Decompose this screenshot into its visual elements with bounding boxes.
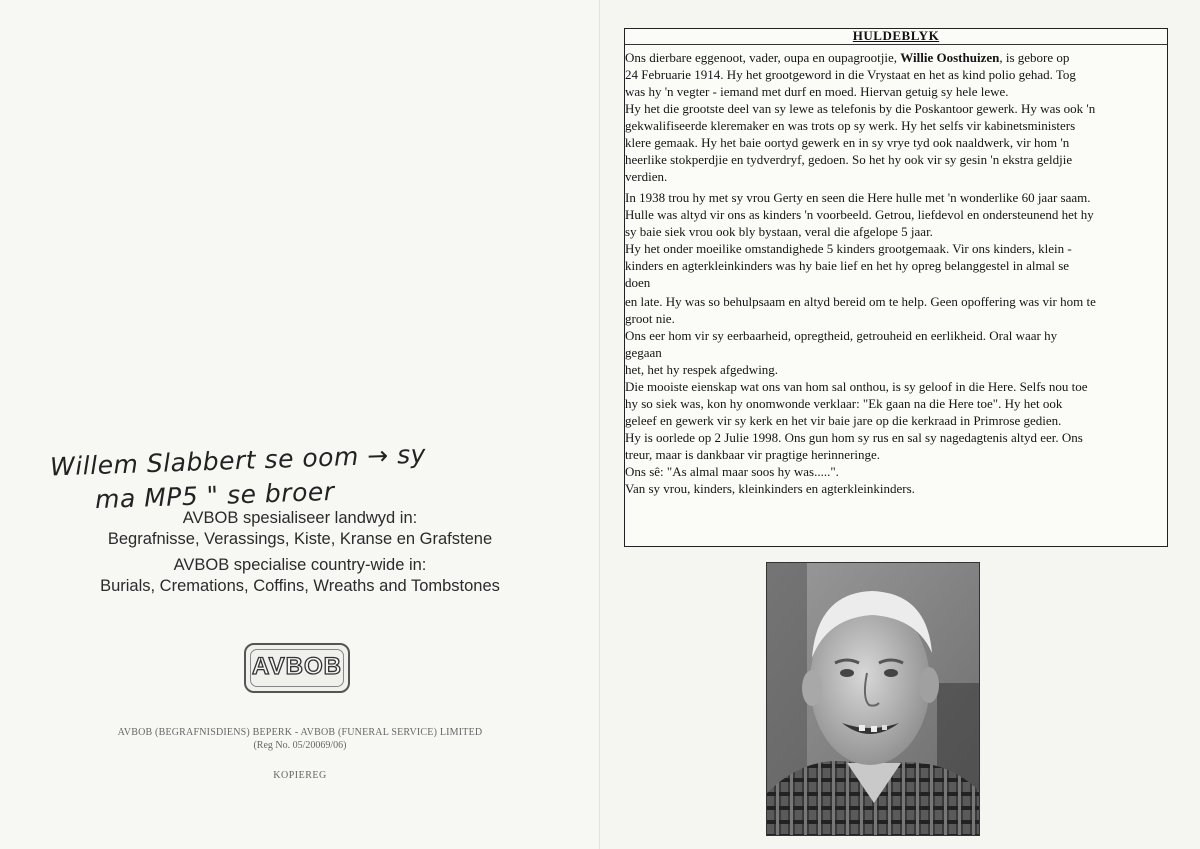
avbob-logo-text: AVBOB [252,653,342,680]
registration-number: (Reg No. 05/20069/06) [253,740,347,751]
tribute-line: Van sy vrou, kinders, kleinkinders en agterkleinkinders. [625,481,915,496]
tribute-title: HULDEBLYK [852,28,940,43]
tribute-box [624,28,1168,547]
tribute-line: groot nie. [625,311,675,326]
handwritten-note-line-1: Willem Slabbert se oom → sy [49,439,427,482]
tribute-line: Hy is oorlede op 2 Julie 1998. Ons gun hom sy rus en sal sy nagedagtenis altyd eer. Ons [625,430,1083,445]
promo-english-services: Burials, Cremations, Coffins, Wreaths and Tombstones [100,577,500,595]
tribute-line: was hy 'n vegter - iemand met durf en moed. Hiervan getuig sy hele lewe. [625,84,1009,99]
tribute-line: en late. Hy was so behulpsaam en altyd bereid om te help. Geen opoffering was vir hom te [625,294,1096,309]
tribute-line: Hy het die grootste deel van sy lewe as telefonis by die Poskantoor gewerk. Hy was ook 'n [625,101,1096,116]
portrait-photo [766,562,980,836]
tribute-line: doen [625,275,651,290]
tribute-line: verdien. [625,169,668,184]
tribute-body [625,45,1167,546]
tribute-line: hy so siek was, kon hy onomwonde verklaar: "Ek gaan na die Here toe". Hy het ook [625,396,1063,411]
promo-afrikaans-services: Begrafnisse, Verassings, Kiste, Kranse en Grafstene [107,530,493,548]
tribute-line: Ons dierbare eggenoot, vader, oupa en oupagrootjie, Willie Oosthuizen, is gebore op [625,50,1070,65]
company-name: AVBOB (BEGRAFNISDIENS) BEPERK - AVBOB (FUNERAL SERVICE) LIMITED [117,727,483,738]
tribute-line: Ons eer hom vir sy eerbaarheid, opregtheid, getrouheid en eerlikheid. Oral waar hy [625,328,1058,343]
promo-english [40,555,560,597]
avbob-logo [244,643,350,693]
tribute-line: Die mooiste eienskap wat ons van hom sal onthou, is sy geloof in die Here. Selfs nou toe [625,379,1088,394]
handwritten-note-line-2: ma MP5 " se broer [94,476,335,515]
copyright-label: KOPIEREG [273,770,327,781]
tribute-line: kinders en agterkleinkinders was hy baie lief en het hy opreg belanggestel in almal se [625,258,1070,273]
tribute-line: In 1938 trou hy met sy vrou Gerty en seen die Here hulle met 'n wonderlike 60 jaar saam. [625,190,1091,205]
tribute-line: het, het hy respek afgedwing. [625,362,779,377]
tribute-line: treur, maar is dankbaar vir pragtige herinneringe. [625,447,881,462]
tribute-line: 24 Februarie 1914. Hy het grootgeword in die Vrystaat en het as kind polio gehad. Tog [625,67,1076,82]
tribute-line: sy baie siek vrou ook bly bystaan, veral die afgelope 5 jaar. [625,224,933,239]
tribute-line: Ons sê: "As almal maar soos hy was.....". [625,464,839,479]
promo-afrikaans-heading: AVBOB spesialiseer landwyd in: [182,509,418,527]
tribute-line: geleef en gewerk vir sy kerk en het vir baie jare op die kerkraad in Primrose gedien. [625,413,1062,428]
tribute-line: heerlike stokperdjie en tydverdryf, gedoen. So het hy ook vir sy gesin 'n ekstra geldjie [625,152,1073,167]
promo-afrikaans [40,508,560,550]
tribute-line: klere gemaak. Hy het baie oortyd gewerk en in sy vrye tyd ook naaldwerk, vir hom 'n [625,135,1070,150]
tribute-line: Hulle was altyd vir ons as kinders 'n voorbeeld. Getrou, liefdevol en ondersteunend het hy [625,207,1094,222]
portrait-image [767,563,980,836]
promo-english-heading: AVBOB specialise country-wide in: [173,556,427,574]
tribute-line: gegaan [625,345,662,360]
tribute-line: gekwalifiseerde kleremaker en was trots op sy werk. Hy het selfs vir kabinetsministers [625,118,1076,133]
tribute-line: Hy het onder moeilike omstandighede 5 kinders grootgemaak. Vir ons kinders, klein - [625,241,1072,256]
